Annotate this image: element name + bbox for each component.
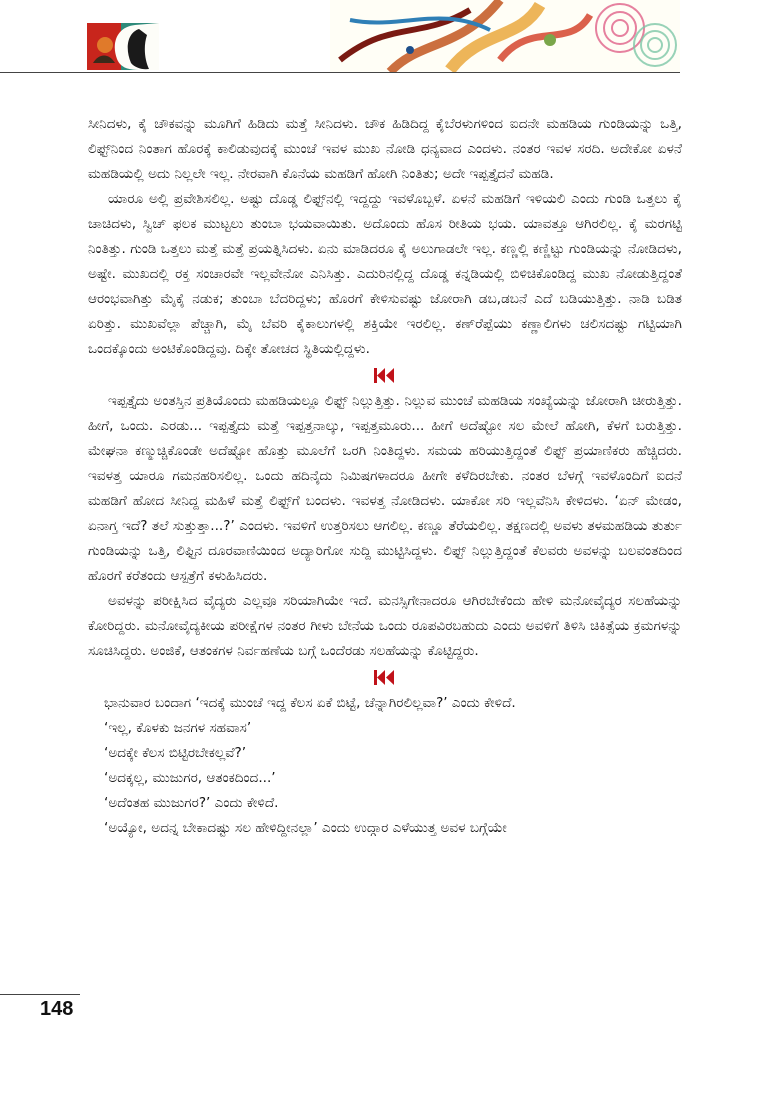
woman-portrait-logo	[87, 23, 159, 70]
abstract-brush-art	[330, 0, 680, 72]
paragraph: ಅವಳನ್ನು ಪರೀಕ್ಷಿಸಿದ ವೈದ್ಯರು ಎಲ್ಲವೂ ಸರಿಯಾಗಿಯೇ ಇದೆ. ಮನಸ್ಸಿಗೇನಾದರೂ ಆಗಿರಬೇಕೆಂದು ಹೇಳಿ ಮನೋವೈದ್ಯರ ಸಲಹೆಯನ್ನು ಕೋರಿದ್ದರು. ಮನೋವೈದ್ಯಕೀಯ ಪರೀಕ್ಷೆಗಳ ನಂತರ ಗೀಳು ಬೇನೆಯ ಒಂದು ರೂಪವಿರಬಹುದು ಎಂದು ಅವಳಿಗೆ ತಿಳಿಸಿ ಚಿಕಿತ್ಸೆಯ ಕ್ರಮಗಳನ್ನು ಸೂಚಿಸಿದ್ದರು. ಅಂಜಿಕೆ, ಆತಂಕಗಳ ನಿರ್ವಹಣೆಯ ಬಗ್ಗೆ ಒಂದೆರಡು ಸಲಹೆಯನ್ನು ಕೊಟ್ಟಿದ್ದರು.	[88, 593, 682, 659]
footer-rule	[0, 994, 80, 995]
page-number: 148	[40, 998, 74, 1020]
dialogue-line: ‘ಅದಕ್ಕಲ್ಲ, ಮುಜುಗರ, ಆತಂಕದಿಂದ...’	[104, 770, 276, 786]
section-separator	[88, 664, 682, 691]
section-separator	[88, 362, 682, 389]
dialogue-line: ‘ಇಲ್ಲ, ಕೊಳಕು ಜನಗಳ ಸಹವಾಸ’	[104, 720, 252, 736]
dialogue-line: ‘ಅದಕ್ಕೇ ಕೆಲಸ ಬಿಟ್ಟಿರಬೇಕಲ್ಲವೆ?’	[104, 745, 247, 761]
rewind-icon	[374, 670, 396, 685]
paragraph: ಸೀನಿದಳು, ಕೈ ಚೌಕವನ್ನು ಮೂಗಿಗೆ ಹಿಡಿದು ಮತ್ತೆ ಸೀನಿದಳು. ಚೌಕ ಹಿಡಿದಿದ್ದ ಕೈಬೆರಳುಗಳಿಂದ ಐದನೇ ಮಹಡಿಯ ಗುಂಡಿಯನ್ನು ಒತ್ತಿ, ಲಿಫ್ಟ್‌ನಿಂದ ನಿಂತಾಗ ಹೊರಕ್ಕೆ ಕಾಲಿಡುವುದಕ್ಕೆ ಮುಂಚೆ ಇವಳ ಮುಖ ನೋಡಿ ಧನ್ಯವಾದ ಎಂದಳು. ನಂತರ ಇವಳ ಸರದಿ. ಅದೇಕೋ ಏಳನೆ ಮಹಡಿಯಲ್ಲಿ ಅದು ನಿಲ್ಲಲೇ ಇಲ್ಲ. ನೇರವಾಗಿ ಕೊನೆಯ ಮಹಡಿಗೆ ಹೋಗಿ ನಿಂತಿತು; ಅದೇ ಇಪ್ಪತ್ತೈದನೆ ಮಹಡಿ.	[88, 116, 682, 182]
dialogue-line: ಭಾನುವಾರ ಬಂದಾಗ ‘ಇದಕ್ಕೆ ಮುಂಚೆ ಇದ್ದ ಕೆಲಸ ಏಕೆ ಬಿಟ್ಟೆ, ಚೆನ್ನಾಗಿರಲಿಲ್ಲವಾ?’ ಎಂದು ಕೇಳಿದೆ.	[104, 695, 516, 711]
paragraph: ಯಾರೂ ಅಲ್ಲಿ ಪ್ರವೇಶಿಸಲಿಲ್ಲ. ಅಷ್ಟು ದೊಡ್ಡ ಲಿಫ್ಟ್‌ನಲ್ಲಿ ಇದ್ದದ್ದು ಇವಳೊಬ್ಬಳೆ. ಏಳನೆ ಮಹಡಿಗೆ ಇಳಿಯಲಿ ಎಂದು ಗುಂಡಿ ಒತ್ತಲು ಕೈ ಚಾಚಿದಳು, ಸ್ವಿಚ್ ಫಲಕ ಮುಟ್ಟಲು ತುಂಬಾ ಭಯವಾಯಿತು. ಅದೊಂದು ಹೊಸ ರೀತಿಯ ಭಯ. ಯಾವತ್ತೂ ಆಗಿರಲಿಲ್ಲ. ಕೈ ಮರಗಟ್ಟಿ ನಿಂತಿತ್ತು. ಗುಂಡಿ ಒತ್ತಲು ಮತ್ತೆ ಮತ್ತೆ ಪ್ರಯತ್ನಿಸಿದಳು. ಏನು ಮಾಡಿದರೂ ಕೈ ಅಲುಗಾಡಲೇ ಇಲ್ಲ. ಕಣ್ಣಲ್ಲಿ ಕಣ್ಣಿಟ್ಟು ಗುಂಡಿಯನ್ನು ನೋಡಿದಳು, ಅಷ್ಟೇ. ಮುಖದಲ್ಲಿ ರಕ್ತ ಸಂಚಾರವೇ ಇಲ್ಲವೇನೋ ಎನಿಸಿತ್ತು. ಎದುರಿನಲ್ಲಿದ್ದ ದೊಡ್ಡ ಕನ್ನಡಿಯಲ್ಲಿ ಬಿಳಿಚಿಕೊಂಡಿದ್ದ ಮುಖ ನೋಡುತ್ತಿದ್ದಂತೆ ಆರಂಭವಾಗಿತ್ತು ಮೈಕೈ ನಡುಕ; ತುಂಬಾ ಬೆದರಿದ್ದಳು; ಹೊರಗೆ ಕೇಳಿಸುವಷ್ಟು ಜೋರಾಗಿ ಡಬ,ಡಬನೆ ಎದೆ ಬಡಿಯುತ್ತಿತ್ತು. ನಾಡಿ ಬಡಿತ ಏರಿತ್ತು. ಮುಖವೆಲ್ಲಾ ಪೆಚ್ಚಾಗಿ, ಮೈ ಬೆವರಿ ಕೈಕಾಲುಗಳಲ್ಲಿ ಶಕ್ತಿಯೇ ಇರಲಿಲ್ಲ. ಕಣ್‌ರೆಪ್ಪೆಯು ಕಣ್ಣಾಲಿಗಳು ಚಲಿಸದಷ್ಟು ಗಟ್ಟಿಯಾಗಿ ಒಂದಕ್ಕೊಂದು ಅಂಟಿಕೊಂಡಿದ್ದವು. ದಿಕ್ಕೇ ತೋಚದ ಸ್ಥಿತಿಯಲ್ಲಿದ್ದಳು.	[88, 191, 682, 357]
dialogue-line: ‘ಅಯ್ಯೋ, ಅದನ್ನ ಬೇಕಾದಷ್ಟು ಸಲ ಹೇಳಿದ್ದೀನಲ್ಲಾ’ ಎಂದು ಉದ್ಗಾರ ಎಳೆಯುತ್ತ ಅವಳ ಬಗ್ಗೆಯೇ	[104, 820, 507, 836]
paragraph: ಇಪ್ಪತ್ತೈದು ಅಂತಸ್ತಿನ ಪ್ರತಿಯೊಂದು ಮಹಡಿಯಲ್ಲೂ ಲಿಫ್ಟ್ ನಿಲ್ಲುತ್ತಿತ್ತು. ನಿಲ್ಲುವ ಮುಂಚೆ ಮಹಡಿಯ ಸಂಖ್ಯೆಯನ್ನು ಜೋರಾಗಿ ಚೀರುತ್ತಿತ್ತು. ಹೀಗೆ, ಒಂದು. ಎರಡು... ಇಪ್ಪತ್ತೈದು ಮತ್ತೆ ಇಪ್ಪತ್ತನಾಲ್ಕು, ಇಪ್ಪತ್ತಮೂರು... ಹೀಗೆ ಅದೆಷ್ಟೋ ಸಲ ಮೇಲೆ ಹೋಗಿ, ಕೆಳಗೆ ಬರುತ್ತಿತ್ತು. ಮೇಘನಾ ಕಣ್ಮುಚ್ಚಿಕೊಂಡೇ ಅದೆಷ್ಟೋ ಹೊತ್ತು ಮೂಲೆಗೆ ಒರಗಿ ನಿಂತಿದ್ದಳು. ಸಮಯ ಹರಿಯುತ್ತಿದ್ದಂತೆ ಲಿಫ್ಟ್ ಪ್ರಯಾಣಿಕರು ಹೆಚ್ಚಿದರು. ಇವಳತ್ತ ಯಾರೂ ಗಮನಹರಿಸಲಿಲ್ಲ. ಒಂದು ಹದಿನೈದು ನಿಮಿಷಗಳಾದರೂ ಹೀಗೇ ಕಳೆದಿರಬೇಕು. ನಂತರ ಬೆಳಗ್ಗೆ ಇವಳೊಂದಿಗೆ ಐದನೆ ಮಹಡಿಗೆ ಹೋದ ಸೀನಿದ್ದ ಮಹಿಳೆ ಮತ್ತೆ ಲಿಫ್ಟ್‌ಗೆ ಬಂದಳು. ಇವಳತ್ತ ನೋಡಿದಳು. ಯಾಕೋ ಸರಿ ಇಲ್ಲವೆನಿಸಿ ಕೇಳಿದಳು. ‘ಏನ್ ಮೇಡಂ, ಏನಾಗ್ತ ಇದೆ? ತಲೆ ಸುತ್ತುತ್ತಾ...?’ ಎಂದಳು. ಇವಳಿಗೆ ಉತ್ತರಿಸಲು ಆಗಲಿಲ್ಲ. ಕಣ್ಣೂ ತೆರೆಯಲಿಲ್ಲ. ತಕ್ಷಣದಲ್ಲಿ ಅವಳು ತಳಮಹಡಿಯ ತುರ್ತು ಗುಂಡಿಯನ್ನು ಒತ್ತಿ, ಲಿಫ್ಟಿನ ದೂರವಾಣಿಯಿಂದ ಅದ್ಯಾರಿಗೋ ಸುದ್ದಿ ಮುಟ್ಟಿಸಿದ್ದಳು. ಲಿಫ್ಟ್ ನಿಲ್ಲುತ್ತಿದ್ದಂತೆ ಕೆಲವರು ಅವಳನ್ನು ಬಲವಂತದಿಂದ ಹೊರಗೆ ಕರೆತಂದು ಆಸ್ಪತ್ರೆಗೆ ಕಳುಹಿಸಿದರು.	[88, 393, 682, 584]
rewind-icon	[374, 368, 396, 383]
article-body	[88, 112, 682, 841]
dialogue-block	[88, 691, 682, 841]
header-rule	[0, 72, 680, 73]
dialogue-line: ‘ಅದೆಂತಹ ಮುಜುಗರ?’ ಎಂದು ಕೇಳಿದೆ.	[104, 795, 279, 811]
page-header	[0, 0, 767, 75]
